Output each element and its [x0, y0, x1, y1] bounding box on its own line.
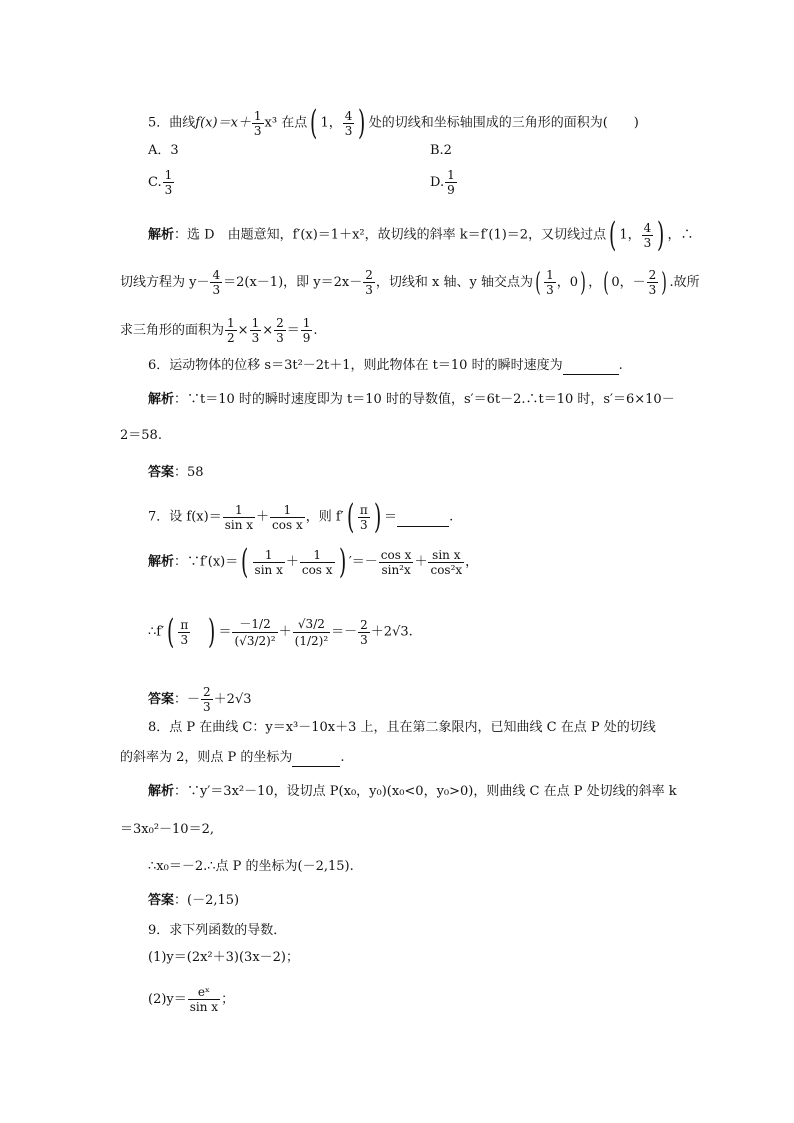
fraction: [223, 503, 255, 532]
q5-solution-line1: [148, 215, 694, 255]
q7-answer: [148, 685, 252, 714]
fraction: [253, 548, 285, 577]
text: ′＝－: [348, 554, 378, 570]
fraction: [544, 268, 556, 297]
text: (1/2)²: [294, 633, 329, 648]
text: ＋: [256, 509, 270, 525]
solution-label: 解析: [148, 227, 175, 243]
text: 1: [270, 503, 305, 518]
text: .: [340, 750, 345, 765]
answer-blank: [292, 750, 340, 767]
q7-solution-line2: [148, 612, 413, 652]
q8-stem-line2: [120, 750, 345, 767]
text: (√3/2)²: [234, 633, 276, 648]
text: π: [359, 502, 368, 517]
function-expression: f(x)＝x＋: [195, 115, 251, 131]
paren-left: (: [346, 497, 354, 537]
paren-right: ): [580, 267, 586, 298]
q5-option-d: [430, 168, 458, 197]
text: 1: [223, 503, 255, 518]
answer-blank: [563, 358, 619, 375]
q5-solution-line2: [120, 268, 700, 297]
text: 0，－: [611, 275, 646, 290]
fraction: [301, 316, 313, 345]
text: 切线方程为 y－: [120, 275, 210, 290]
text: 1: [253, 108, 262, 123]
text: 处的切线和坐标轴围成的三角形的面积为( ): [368, 115, 639, 131]
fraction: [178, 618, 190, 647]
text: sin x: [224, 517, 254, 532]
text: 3: [546, 283, 554, 297]
text: 4: [344, 108, 353, 123]
text: sin²x: [381, 562, 411, 577]
answer-label: 答案: [148, 692, 175, 707]
text: sin x: [428, 548, 464, 563]
text: 3: [203, 700, 211, 714]
text: sin x: [189, 1000, 219, 1014]
q9-part1: [148, 950, 299, 966]
text: .: [313, 323, 318, 338]
q5-option-a: [148, 143, 179, 159]
fraction: [647, 268, 659, 297]
paren-right: ): [661, 267, 668, 298]
text: 3: [643, 235, 652, 250]
text: 3: [212, 283, 221, 297]
text: 2: [227, 331, 235, 345]
text: 2: [360, 617, 368, 632]
paren-left: (: [609, 215, 617, 255]
paren-left: (: [535, 267, 541, 298]
text: 6．运动物体的位移 s＝3t²－2t＋1，则此物体在 t＝10 时的瞬时速度为: [148, 358, 563, 373]
q7-stem: [148, 497, 454, 537]
text: ＋: [414, 554, 428, 570]
text: 7．设 f(x)＝: [148, 509, 222, 525]
fraction: [428, 548, 464, 577]
fraction: [358, 618, 370, 647]
text: ：58: [174, 465, 204, 480]
text: cos x: [272, 517, 303, 532]
text: ，切线和 x 轴、y 轴交点为: [375, 275, 533, 290]
text: (2)y＝: [148, 992, 187, 1007]
q9-part2: [148, 985, 234, 1014]
q5-option-c: [148, 168, 175, 197]
text: 8．点 P 在曲线 C：y＝x³－10x＋3 上，且在第二象限内，已知曲线 C 在点 P 处的切线: [148, 720, 656, 735]
text: 3: [253, 123, 262, 138]
text: ：∵f′(x)＝: [174, 554, 239, 570]
text: cos x: [380, 547, 412, 562]
fraction: [270, 503, 305, 532]
text: D.: [430, 175, 445, 190]
text: 1: [447, 168, 455, 182]
text: ＝: [286, 323, 300, 338]
text: 3: [251, 331, 260, 345]
paren-right: ): [373, 497, 382, 537]
q8-answer: [148, 893, 239, 909]
text: 1: [546, 268, 554, 282]
text: ＝2(x－1)，即 y＝2x－: [223, 275, 363, 290]
paren-left: (: [603, 267, 610, 298]
fraction: [642, 221, 654, 250]
fraction: [252, 109, 264, 138]
text: ，0: [556, 275, 579, 290]
text: ，∴: [667, 227, 694, 243]
text: ＋2√3: [213, 692, 252, 707]
fraction: [343, 109, 355, 138]
text: ∴x₀＝－2.∴点 P 的坐标为(－2,15).: [148, 859, 354, 874]
q9-stem: [148, 923, 286, 939]
text: ：选 D 由题意知，f′(x)＝1＋x²，故切线的斜率 k＝f′(1)＝2，又切线过点: [174, 227, 607, 243]
text: ＋2√3.: [370, 624, 413, 640]
solution-label: 解析: [148, 554, 175, 570]
fraction: [445, 168, 457, 197]
q6-stem: [148, 358, 623, 375]
fraction: [250, 316, 262, 345]
text: 1: [164, 168, 173, 182]
answer-label: 答案: [148, 893, 175, 908]
q8-solution-line3: [148, 859, 354, 875]
text: 3: [164, 183, 173, 197]
text: 1: [300, 548, 335, 563]
answer-blank: [397, 510, 449, 527]
text: cos²x: [430, 562, 463, 577]
text: (1)y＝(2x²＋3)(3x－2)；: [148, 950, 300, 965]
text: ＝: [384, 509, 398, 525]
text: 2: [203, 685, 211, 699]
q8-stem-line1: [148, 720, 656, 736]
text: ：(－2,15): [174, 893, 240, 908]
text: －1/2: [232, 616, 277, 633]
paren-right: ): [338, 542, 346, 582]
fraction: [201, 685, 213, 714]
text: 1: [227, 316, 235, 330]
paren-right: ): [657, 215, 665, 255]
fraction: [210, 268, 222, 297]
point-coord: 1，: [320, 115, 342, 131]
fraction: [163, 168, 175, 197]
text: x³ 在点: [264, 115, 308, 131]
fraction: [300, 548, 335, 577]
text: 求三角形的面积为: [120, 323, 225, 338]
fraction: [188, 985, 220, 1014]
paren-left: (: [167, 612, 175, 652]
q6-solution-line1: [148, 392, 675, 408]
text: 5．曲线: [148, 115, 196, 131]
text: 9: [302, 331, 311, 345]
text: 1: [302, 316, 311, 330]
text: ，: [465, 554, 479, 570]
text: ：－: [174, 692, 201, 707]
text: 1: [251, 316, 260, 330]
text: C.: [148, 175, 162, 190]
text: 1，: [619, 227, 641, 243]
text: 3: [360, 632, 368, 647]
fraction: [358, 503, 370, 532]
text: ，则 f′: [305, 509, 344, 525]
text: .故所: [669, 275, 700, 290]
compound-fraction: [293, 616, 331, 649]
paren-right: ): [208, 612, 216, 652]
text: 3: [276, 331, 284, 345]
text: ＋: [285, 554, 299, 570]
text: sin x: [254, 562, 283, 577]
text: π: [180, 617, 189, 632]
text: .: [618, 358, 623, 373]
text: 1: [253, 548, 285, 563]
text: .: [449, 509, 454, 525]
text: cos x: [301, 562, 333, 577]
text: 3: [360, 517, 368, 532]
text: ∴f′: [148, 624, 165, 640]
text: 4: [212, 268, 221, 282]
text: 3: [180, 632, 189, 647]
q5-option-b: [430, 143, 452, 159]
text: 2＝58.: [120, 428, 162, 443]
solution-label: 解析: [148, 392, 175, 407]
fraction: [379, 548, 414, 577]
text: ：∵y′＝3x²－10，设切点 P(x₀，y₀)(x₀<0，y₀>0)，则曲线 C 在点 P 处切线的斜率 k: [174, 784, 677, 799]
paren-right: ): [358, 103, 366, 143]
text: ×: [262, 323, 274, 338]
text: 3: [365, 283, 373, 297]
text: ×: [237, 323, 249, 338]
paren-left: (: [310, 103, 318, 143]
text: √3/2: [293, 616, 331, 633]
q5-solution-line3: [120, 316, 318, 345]
q6-solution-line2: [120, 428, 162, 444]
paren-left: (: [241, 542, 249, 582]
fraction: [225, 316, 237, 345]
text: ：∵t＝10 时的瞬时速度即为 t＝10 时的导数值，s′＝6t－2.∴t＝10 时，s′＝6×10－: [174, 392, 675, 407]
solution-label: 解析: [148, 784, 175, 799]
text: 9: [447, 183, 455, 197]
fraction: [363, 268, 375, 297]
text: ＝－: [331, 624, 358, 640]
fraction: [274, 316, 286, 345]
text: B.2: [430, 143, 452, 158]
text: 9．求下列函数的导数．: [148, 923, 287, 938]
text: 的斜率为 2，则点 P 的坐标为: [120, 750, 293, 765]
q7-solution-line1: [148, 542, 479, 582]
text: 3: [344, 123, 353, 138]
q5-stem: [148, 103, 639, 143]
q6-answer: [148, 465, 204, 481]
text: ＝: [218, 624, 232, 640]
q8-solution-line2: [120, 822, 214, 838]
text: A．3: [148, 143, 179, 158]
compound-fraction: [232, 616, 277, 649]
text: ＋: [278, 624, 292, 640]
text: ，: [588, 275, 602, 290]
text: eˣ: [188, 985, 220, 1000]
text: ＝3x₀²－10＝2,: [120, 822, 214, 837]
text: 2: [276, 316, 284, 330]
q8-solution-line1: [148, 784, 677, 800]
answer-label: 答案: [148, 465, 175, 480]
text: ；: [221, 992, 235, 1007]
text: 4: [643, 220, 652, 235]
text: 2: [365, 268, 373, 282]
text: 3: [648, 283, 657, 297]
text: 2: [648, 268, 657, 282]
